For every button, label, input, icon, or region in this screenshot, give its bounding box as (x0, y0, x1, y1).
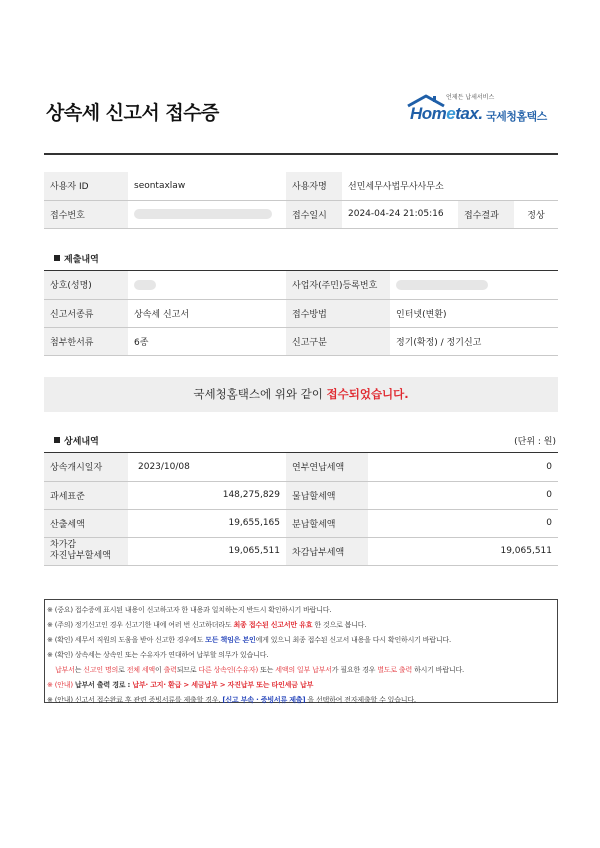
table-row (44, 172, 558, 200)
table-row (44, 327, 558, 355)
redacted-value (396, 280, 488, 290)
page-title: 상속세 신고서 접수증 (46, 102, 219, 124)
table-row (44, 509, 558, 537)
hometax-logo[interactable] (406, 92, 556, 128)
details-label: 물납할세액 (286, 481, 368, 509)
notice-box (44, 599, 558, 703)
details-value: 0 (368, 481, 558, 509)
filing-type-value: 정기(확정) / 정기신고 (390, 327, 558, 355)
table-row (44, 453, 558, 481)
attachments-value: 6종 (128, 327, 286, 355)
user-name-value: 선민세무사법무사사무소 (342, 172, 558, 200)
submission-section-title: 제출내역 (54, 252, 99, 265)
attachments-label: 첨부한서류 (44, 327, 128, 355)
details-value: 148,275,829 (128, 481, 286, 509)
details-label: 산출세액 (44, 509, 128, 537)
details-label: 과세표준 (44, 481, 128, 509)
logo-wordmark: Hometax. (410, 104, 483, 123)
user-id-label: 사용자 ID (44, 172, 128, 200)
table-row (44, 271, 558, 299)
details-label: 연부연납세액 (286, 453, 368, 481)
notice-line: ※ (확인) 상속세는 상속인 또는 수유자가 연대하여 납부할 의무가 있습니다. (47, 651, 269, 659)
details-section-title: 상세내역 (54, 434, 99, 447)
details-label: 분납할세액 (286, 509, 368, 537)
method-label: 접수방법 (286, 299, 390, 327)
method-value: 인터넷(변환) (390, 299, 558, 327)
details-value: 19,065,511 (128, 537, 286, 565)
details-value: 0 (368, 509, 558, 537)
details-table (44, 453, 558, 566)
receipt-result-value: 정상 (514, 200, 558, 228)
biz-no-label: 사업자(주민)등록번호 (286, 271, 390, 299)
details-label: 차가감 자진납부할세액 (44, 537, 128, 565)
notice-line: ※ (안내) 납부서 출력 경로 : 납부· 고지· 환급 > 세금납부 > 자진납부 또는 타인세금 납부 (47, 681, 314, 689)
filing-type-label: 신고구분 (286, 327, 390, 355)
table-row (44, 200, 558, 228)
return-type-value: 상속세 신고서 (128, 299, 286, 327)
user-name-label: 사용자명 (286, 172, 342, 200)
logo-korean-name: 국세청홈택스 (486, 110, 547, 123)
notice-line: ※ (안내) 신고서 접수완료 후 관련 증빙서류를 제출할 경우, [신고 부속 · 증빙서류 제출] 을 선택하여 전자제출할 수 있습니다. (47, 696, 416, 704)
table-row (44, 537, 558, 565)
notice-line: ※ (주의) 정기신고인 경우 신고기한 내에 여러 번 신고하더라도 최종 접수된 신고서만 유효 한 것으로 봅니다. (47, 621, 367, 629)
banner-text: 국세청홈택스에 위와 같이 (193, 387, 327, 401)
return-type-label: 신고서종류 (44, 299, 128, 327)
unit-label: (단위 : 원) (514, 437, 556, 447)
receipt-no-label: 접수번호 (44, 200, 128, 228)
user-id-value: seontaxlaw (128, 172, 286, 200)
submission-table (44, 271, 558, 356)
notice-line: ※ (확인) 세무서 직원의 도움을 받아 신고한 경우에도 모든 책임은 본인에게 있으니 최종 접수된 신고서 내용을 다시 확인하시기 바랍니다. (47, 636, 451, 644)
details-value: 0 (368, 453, 558, 481)
details-value: 2023/10/08 (128, 453, 286, 481)
banner-highlight: 접수되었습니다. (326, 387, 409, 401)
trade-name-label: 상호(성명) (44, 271, 128, 299)
logo-tagline: 언제든 납세서비스 (446, 94, 495, 101)
details-label: 차감납부세액 (286, 537, 368, 565)
top-rule (44, 153, 558, 155)
trade-name-value (128, 271, 286, 299)
redacted-value (134, 209, 272, 219)
table-row (44, 299, 558, 327)
receipt-no-value (128, 200, 286, 228)
receipt-time-value: 2024-04-24 21:05:16 (342, 200, 458, 228)
redacted-value (134, 280, 156, 290)
details-value: 19,655,165 (128, 509, 286, 537)
notice-line: 납부서는 신고인 명의로 전체 세액이 출력되므로 다른 상속인(수유자) 또는 세액의 일부 납부서가 필요한 경우 별도로 출력 하시기 바랍니다. (55, 666, 465, 674)
receipt-confirmation-banner (44, 377, 558, 412)
biz-no-value (390, 271, 558, 299)
table-row (44, 481, 558, 509)
receipt-info-table (44, 172, 558, 229)
details-label: 상속개시일자 (44, 453, 128, 481)
receipt-result-label: 접수결과 (458, 200, 514, 228)
receipt-time-label: 접수일시 (286, 200, 342, 228)
notice-line: ※ (중요) 접수증에 표시된 내용이 신고하고자 한 내용과 일치하는지 반드시 확인하시기 바랍니다. (47, 606, 332, 614)
details-value: 19,065,511 (368, 537, 558, 565)
